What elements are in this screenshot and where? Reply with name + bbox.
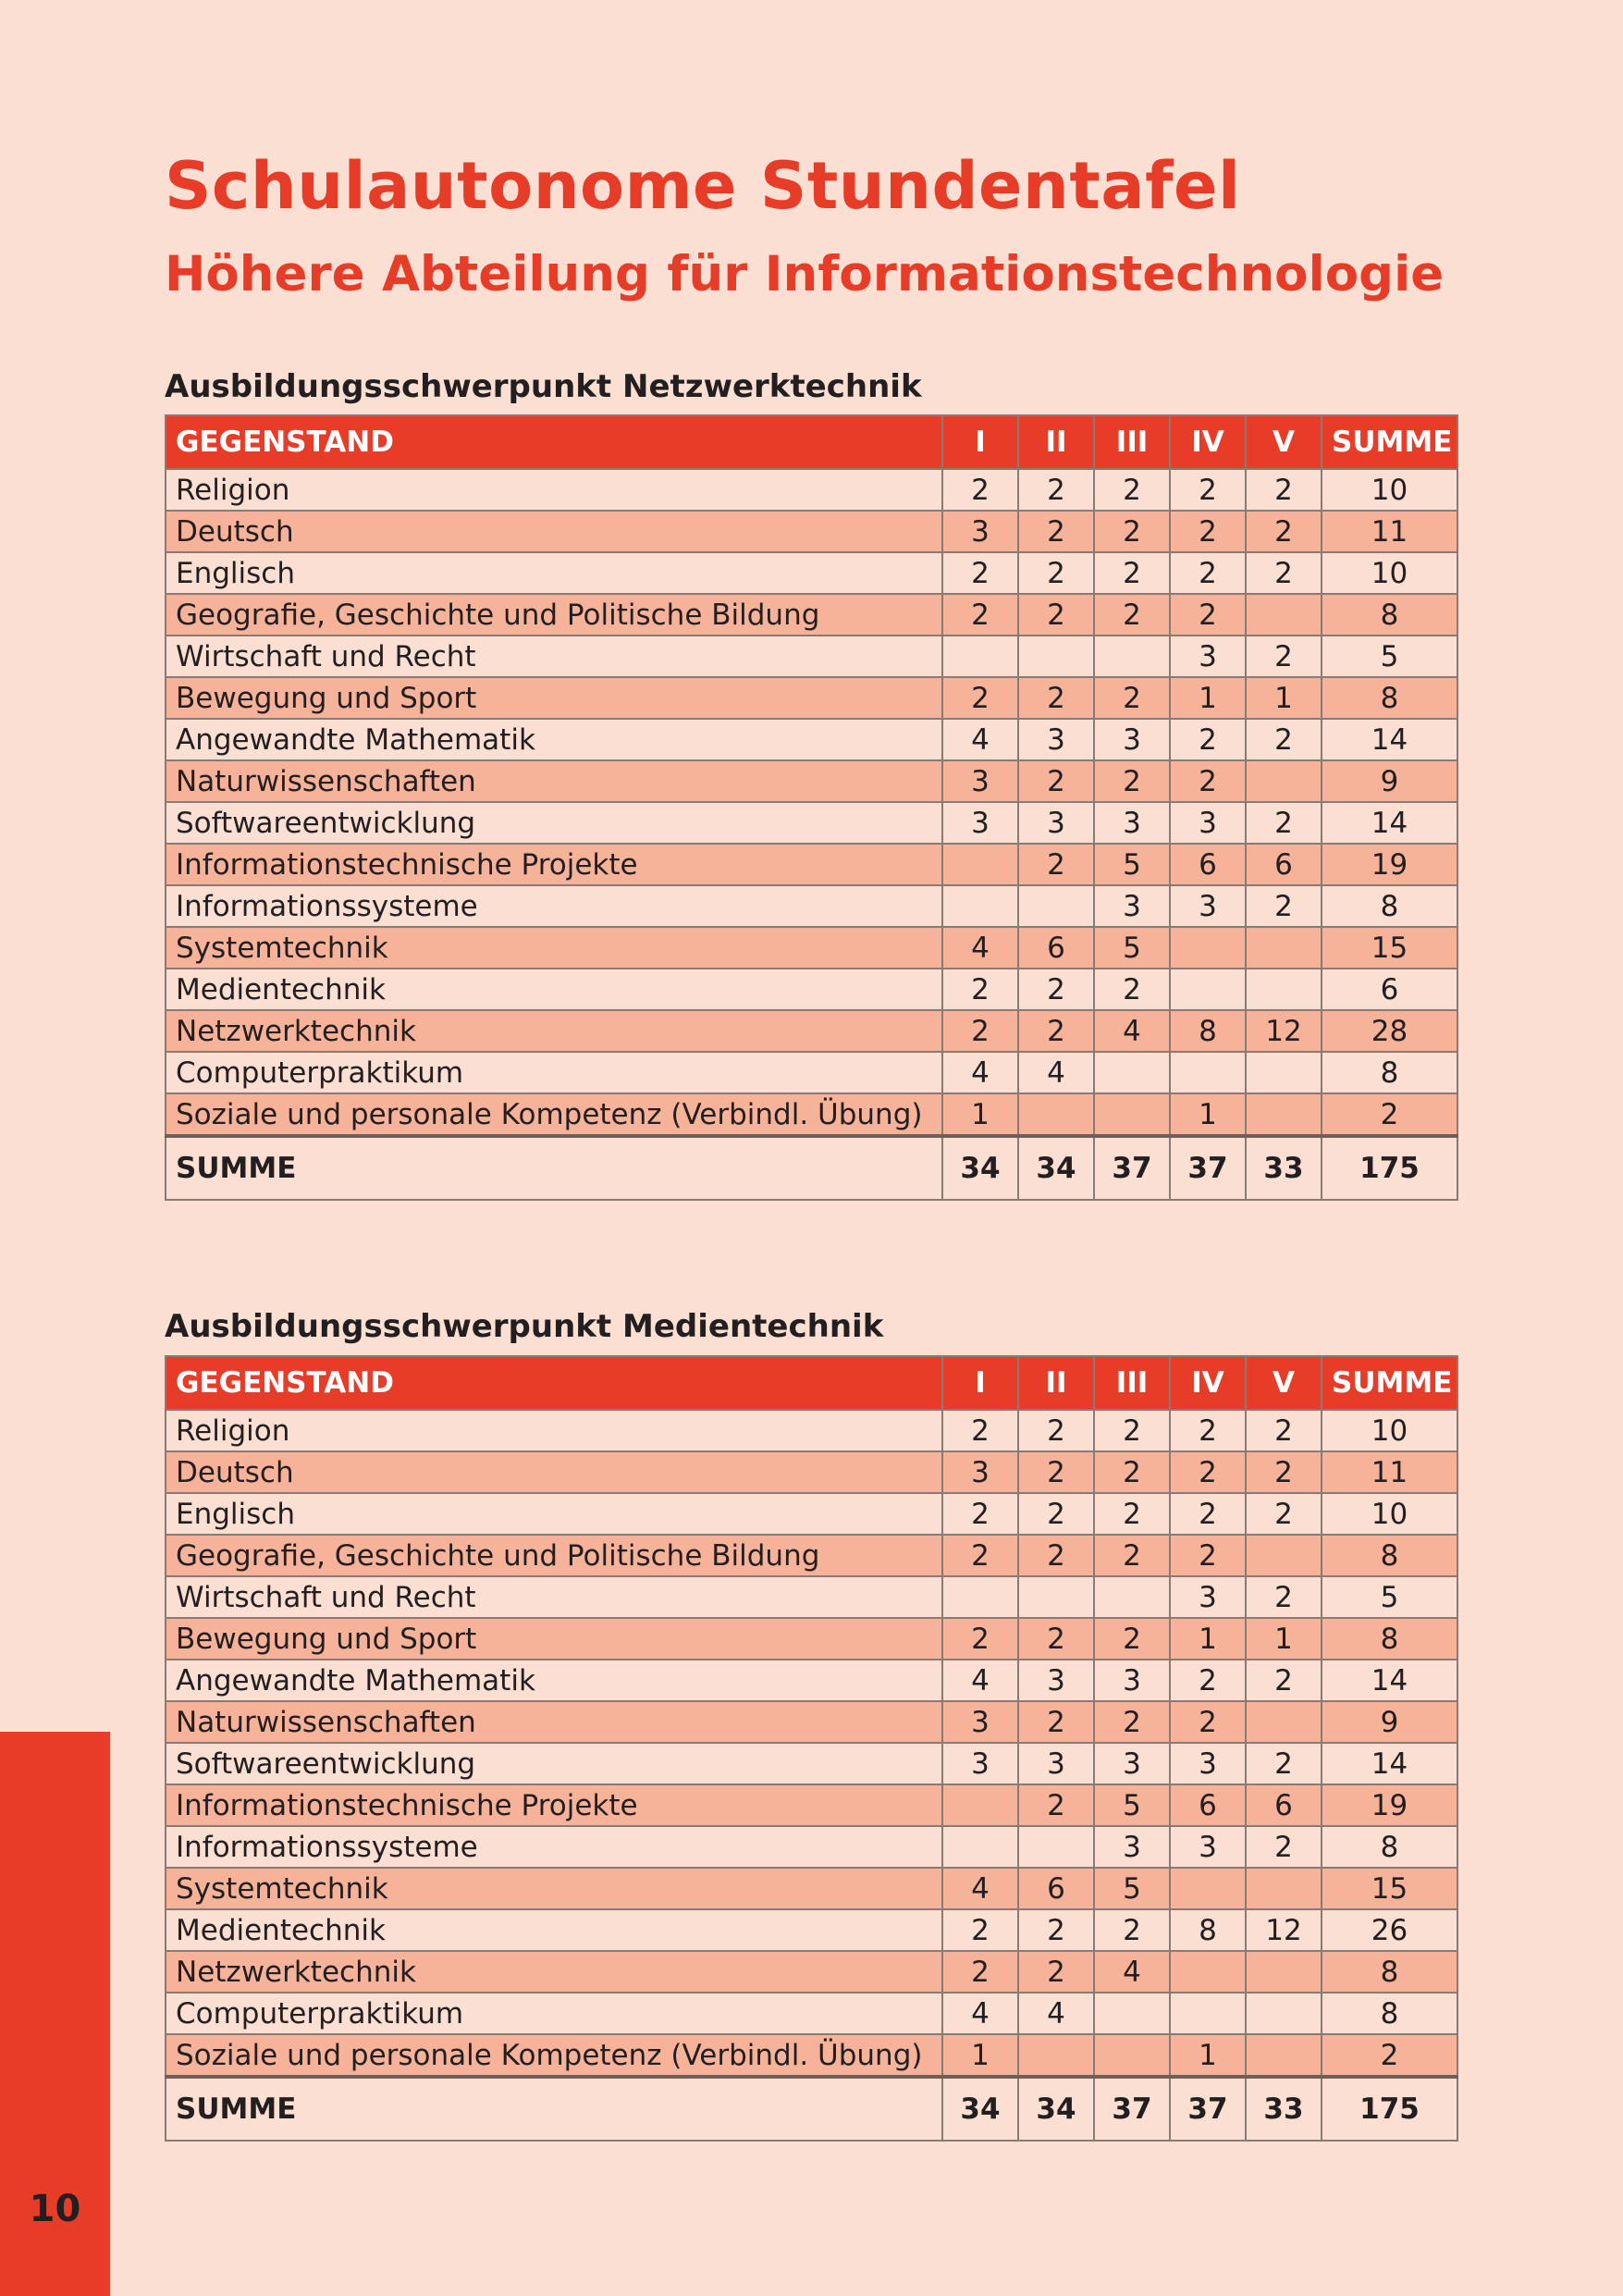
- sum-cell: 8: [1322, 677, 1457, 719]
- hours-cell: 3: [942, 1701, 1018, 1743]
- sum-cell: 14: [1322, 802, 1457, 844]
- hours-cell: [1094, 1576, 1170, 1618]
- hours-cell: 2: [1246, 636, 1322, 677]
- hours-cell: 2: [1094, 469, 1170, 511]
- sum-cell: 10: [1322, 469, 1457, 511]
- subject-cell: Naturwissenschaften: [166, 1701, 942, 1743]
- table-row: [166, 1618, 1457, 1660]
- table-row: [166, 511, 1457, 552]
- sum-cell: 9: [1322, 760, 1457, 802]
- total-cell: 37: [1094, 1136, 1170, 1200]
- table-row: [166, 1410, 1457, 1451]
- total-cell: 37: [1170, 1136, 1246, 1200]
- column-header: SUMME: [1322, 1356, 1457, 1410]
- sum-cell: 11: [1322, 1451, 1457, 1493]
- hours-cell: 2: [942, 1909, 1018, 1951]
- hours-cell: [1246, 760, 1322, 802]
- hours-cell: 2: [1094, 1451, 1170, 1493]
- hours-cell: 3: [1018, 802, 1094, 844]
- total-row: [166, 1136, 1457, 1200]
- hours-cell: 2: [1246, 1660, 1322, 1701]
- hours-cell: [942, 1784, 1018, 1826]
- hours-cell: 3: [942, 802, 1018, 844]
- table-row: [166, 1743, 1457, 1784]
- table-row: [166, 1701, 1457, 1743]
- hours-cell: 2: [1094, 969, 1170, 1010]
- hours-cell: 2: [942, 1535, 1018, 1576]
- hours-cell: 2: [1246, 885, 1322, 927]
- subject-cell: Geografie, Geschichte und Politische Bildung: [166, 1535, 942, 1576]
- hours-cell: 2: [1094, 552, 1170, 594]
- hours-cell: 2: [1018, 1451, 1094, 1493]
- hours-cell: 2: [1018, 1010, 1094, 1052]
- header-row: [166, 415, 1457, 469]
- hours-cell: [1094, 2034, 1170, 2077]
- sum-cell: 2: [1322, 2034, 1457, 2077]
- hours-cell: [1246, 969, 1322, 1010]
- column-header: IV: [1170, 1356, 1246, 1410]
- hours-cell: 2: [1018, 1618, 1094, 1660]
- sum-cell: 8: [1322, 1618, 1457, 1660]
- hours-cell: 1: [942, 2034, 1018, 2077]
- hours-cell: [1018, 1826, 1094, 1868]
- table-row: [166, 844, 1457, 885]
- hours-cell: 6: [1170, 844, 1246, 885]
- hours-cell: 8: [1170, 1909, 1246, 1951]
- subject-cell: Religion: [166, 469, 942, 511]
- table-row: [166, 2034, 1457, 2077]
- hours-cell: [1018, 885, 1094, 927]
- hours-cell: 2: [1170, 719, 1246, 760]
- subject-cell: Netzwerktechnik: [166, 1951, 942, 1993]
- table-row: [166, 760, 1457, 802]
- hours-cell: [1094, 1093, 1170, 1136]
- table-row: [166, 1660, 1457, 1701]
- hours-cell: 2: [1018, 511, 1094, 552]
- hours-cell: 2: [1170, 1410, 1246, 1451]
- hours-cell: 12: [1246, 1909, 1322, 1951]
- hours-cell: [942, 636, 1018, 677]
- subject-cell: Softwareentwicklung: [166, 1743, 942, 1784]
- hours-cell: 3: [1170, 1826, 1246, 1868]
- sum-cell: 8: [1322, 1993, 1457, 2034]
- page-title: Schulautonome Stundentafel: [165, 148, 1241, 224]
- table-row: [166, 927, 1457, 969]
- subject-cell: Computerpraktikum: [166, 1993, 942, 2034]
- hours-cell: 2: [1246, 511, 1322, 552]
- sum-cell: 10: [1322, 552, 1457, 594]
- column-header: V: [1246, 415, 1322, 469]
- subject-cell: Soziale und personale Kompetenz (Verbindl. Übung): [166, 2034, 942, 2077]
- subject-cell: Netzwerktechnik: [166, 1010, 942, 1052]
- sum-cell: 5: [1322, 636, 1457, 677]
- sum-cell: 5: [1322, 1576, 1457, 1618]
- sum-cell: 14: [1322, 1743, 1457, 1784]
- subject-cell: Soziale und personale Kompetenz (Verbindl. Übung): [166, 1093, 942, 1136]
- hours-cell: [1246, 927, 1322, 969]
- hours-cell: [1170, 927, 1246, 969]
- hours-cell: 4: [942, 927, 1018, 969]
- hours-cell: 1: [1170, 2034, 1246, 2077]
- subject-cell: Naturwissenschaften: [166, 760, 942, 802]
- hours-cell: 2: [1094, 760, 1170, 802]
- hours-cell: 5: [1094, 1784, 1170, 1826]
- hours-cell: 3: [942, 1743, 1018, 1784]
- table-row: [166, 1535, 1457, 1576]
- sum-cell: 28: [1322, 1010, 1457, 1052]
- section-heading-medientechnik: Ausbildungsschwerpunkt Medientechnik: [165, 1308, 884, 1345]
- hours-cell: [1018, 636, 1094, 677]
- table-row: [166, 1451, 1457, 1493]
- hours-cell: 2: [942, 1493, 1018, 1535]
- sum-cell: 15: [1322, 1868, 1457, 1909]
- hours-cell: 2: [1018, 552, 1094, 594]
- table-row: [166, 1993, 1457, 2034]
- hours-cell: 2: [1170, 760, 1246, 802]
- hours-cell: 2: [1094, 1701, 1170, 1743]
- total-cell: 34: [1018, 2077, 1094, 2141]
- page-number: 10: [29, 2188, 81, 2230]
- subject-cell: Wirtschaft und Recht: [166, 1576, 942, 1618]
- hours-cell: 3: [1170, 802, 1246, 844]
- table-row: [166, 1576, 1457, 1618]
- hours-cell: 2: [1246, 802, 1322, 844]
- hours-cell: 2: [1094, 1618, 1170, 1660]
- column-header: I: [942, 415, 1018, 469]
- hours-cell: [1170, 969, 1246, 1010]
- page-subtitle: Höhere Abteilung für Informationstechnologie: [165, 246, 1445, 302]
- table-row: [166, 1868, 1457, 1909]
- hours-cell: 3: [1170, 636, 1246, 677]
- timetable-netzwerktechnik: [165, 414, 1458, 1201]
- table-row: [166, 802, 1457, 844]
- hours-cell: 2: [942, 677, 1018, 719]
- hours-cell: 2: [1018, 677, 1094, 719]
- hours-cell: 6: [1018, 1868, 1094, 1909]
- hours-cell: 5: [1094, 927, 1170, 969]
- total-cell: 33: [1246, 1136, 1322, 1200]
- subject-cell: Angewandte Mathematik: [166, 1660, 942, 1701]
- column-header: III: [1094, 415, 1170, 469]
- column-header: SUMME: [1322, 415, 1457, 469]
- hours-cell: 2: [1170, 511, 1246, 552]
- hours-cell: 2: [1094, 1535, 1170, 1576]
- hours-cell: [1246, 1868, 1322, 1909]
- hours-cell: 2: [1170, 1493, 1246, 1535]
- hours-cell: 3: [942, 1451, 1018, 1493]
- hours-cell: 4: [942, 1052, 1018, 1093]
- hours-cell: 2: [1094, 511, 1170, 552]
- hours-cell: 3: [1094, 802, 1170, 844]
- subject-cell: Bewegung und Sport: [166, 677, 942, 719]
- timetable-medientechnik: [165, 1355, 1458, 2142]
- total-cell: 175: [1322, 2077, 1457, 2141]
- table-row: [166, 1826, 1457, 1868]
- hours-cell: 4: [942, 1993, 1018, 2034]
- subject-cell: Systemtechnik: [166, 1868, 942, 1909]
- table-row: [166, 1909, 1457, 1951]
- hours-cell: 3: [942, 511, 1018, 552]
- hours-cell: 2: [1246, 1826, 1322, 1868]
- table-row: [166, 636, 1457, 677]
- hours-cell: 3: [1018, 1660, 1094, 1701]
- column-header: V: [1246, 1356, 1322, 1410]
- hours-cell: [1170, 1868, 1246, 1909]
- hours-cell: 2: [1094, 1410, 1170, 1451]
- subject-cell: Englisch: [166, 552, 942, 594]
- hours-cell: 6: [1246, 844, 1322, 885]
- hours-cell: 2: [1246, 1410, 1322, 1451]
- sum-cell: 9: [1322, 1701, 1457, 1743]
- table-row: [166, 677, 1457, 719]
- subject-cell: Deutsch: [166, 511, 942, 552]
- hours-cell: 2: [1246, 1493, 1322, 1535]
- sum-cell: 8: [1322, 1826, 1457, 1868]
- hours-cell: [1246, 1052, 1322, 1093]
- sum-cell: 15: [1322, 927, 1457, 969]
- total-cell: 33: [1246, 2077, 1322, 2141]
- sum-cell: 8: [1322, 594, 1457, 636]
- hours-cell: 2: [1018, 844, 1094, 885]
- subject-cell: Medientechnik: [166, 1909, 942, 1951]
- hours-cell: [942, 1576, 1018, 1618]
- table-row: [166, 1093, 1457, 1136]
- hours-cell: 2: [1170, 469, 1246, 511]
- hours-cell: [942, 885, 1018, 927]
- column-header: II: [1018, 1356, 1094, 1410]
- hours-cell: 3: [1170, 1576, 1246, 1618]
- hours-cell: 3: [1170, 1743, 1246, 1784]
- hours-cell: 2: [1018, 594, 1094, 636]
- hours-cell: 4: [1094, 1010, 1170, 1052]
- hours-cell: [1246, 1993, 1322, 2034]
- subject-cell: Englisch: [166, 1493, 942, 1535]
- subject-cell: Informationstechnische Projekte: [166, 844, 942, 885]
- subject-cell: Geografie, Geschichte und Politische Bildung: [166, 594, 942, 636]
- hours-cell: 3: [1170, 885, 1246, 927]
- subject-cell: Informationssysteme: [166, 1826, 942, 1868]
- column-header: GEGENSTAND: [166, 1356, 942, 1410]
- hours-cell: 4: [942, 1868, 1018, 1909]
- hours-cell: [942, 1826, 1018, 1868]
- table-row: [166, 1052, 1457, 1093]
- hours-cell: 6: [1018, 927, 1094, 969]
- hours-cell: 4: [942, 1660, 1018, 1701]
- hours-cell: 2: [1094, 594, 1170, 636]
- hours-cell: 2: [1018, 469, 1094, 511]
- hours-cell: 3: [1094, 1826, 1170, 1868]
- hours-cell: 2: [1170, 1535, 1246, 1576]
- sum-cell: 8: [1322, 1535, 1457, 1576]
- sum-cell: 8: [1322, 1052, 1457, 1093]
- section-heading-netzwerktechnik: Ausbildungsschwerpunkt Netzwerktechnik: [165, 368, 922, 405]
- hours-cell: [1018, 1093, 1094, 1136]
- hours-cell: 3: [1094, 1660, 1170, 1701]
- hours-cell: 2: [1018, 1909, 1094, 1951]
- hours-cell: [1018, 1576, 1094, 1618]
- total-cell: 34: [942, 1136, 1018, 1200]
- hours-cell: 2: [1170, 1451, 1246, 1493]
- total-cell: 34: [942, 2077, 1018, 2141]
- hours-cell: [1094, 1052, 1170, 1093]
- hours-cell: [1246, 1535, 1322, 1576]
- hours-cell: 2: [1170, 552, 1246, 594]
- hours-cell: 2: [942, 1010, 1018, 1052]
- sum-cell: 8: [1322, 885, 1457, 927]
- hours-cell: 1: [1246, 1618, 1322, 1660]
- sum-cell: 6: [1322, 969, 1457, 1010]
- hours-cell: [1170, 1052, 1246, 1093]
- hours-cell: [1094, 1993, 1170, 2034]
- hours-cell: 2: [1094, 677, 1170, 719]
- column-header: III: [1094, 1356, 1170, 1410]
- hours-cell: [1018, 2034, 1094, 2077]
- column-header: IV: [1170, 415, 1246, 469]
- sum-cell: 14: [1322, 719, 1457, 760]
- total-cell: 175: [1322, 1136, 1457, 1200]
- table-row: [166, 969, 1457, 1010]
- hours-cell: 2: [1018, 1493, 1094, 1535]
- hours-cell: 2: [1170, 1660, 1246, 1701]
- sum-cell: 8: [1322, 1951, 1457, 1993]
- table-row: [166, 1951, 1457, 1993]
- subject-cell: Informationstechnische Projekte: [166, 1784, 942, 1826]
- hours-cell: 2: [1018, 760, 1094, 802]
- hours-cell: 2: [942, 594, 1018, 636]
- subject-cell: Wirtschaft und Recht: [166, 636, 942, 677]
- hours-cell: 2: [1094, 1493, 1170, 1535]
- sum-cell: 14: [1322, 1660, 1457, 1701]
- hours-cell: 2: [1246, 469, 1322, 511]
- subject-cell: Computerpraktikum: [166, 1052, 942, 1093]
- hours-cell: 2: [942, 1410, 1018, 1451]
- hours-cell: 1: [1170, 1093, 1246, 1136]
- total-cell: 37: [1094, 2077, 1170, 2141]
- subject-cell: Softwareentwicklung: [166, 802, 942, 844]
- sum-cell: 26: [1322, 1909, 1457, 1951]
- table-row: [166, 594, 1457, 636]
- hours-cell: 1: [1170, 677, 1246, 719]
- hours-cell: 2: [1246, 1743, 1322, 1784]
- hours-cell: [1246, 2034, 1322, 2077]
- total-label: SUMME: [166, 1136, 942, 1200]
- sum-cell: 11: [1322, 511, 1457, 552]
- table-row: [166, 469, 1457, 511]
- hours-cell: 3: [1094, 1743, 1170, 1784]
- subject-cell: Informationssysteme: [166, 885, 942, 927]
- hours-cell: 4: [1094, 1951, 1170, 1993]
- hours-cell: 2: [1018, 1535, 1094, 1576]
- hours-cell: 3: [1018, 1743, 1094, 1784]
- total-cell: 37: [1170, 2077, 1246, 2141]
- hours-cell: 2: [1018, 1951, 1094, 1993]
- hours-cell: 1: [942, 1093, 1018, 1136]
- column-header: GEGENSTAND: [166, 415, 942, 469]
- hours-cell: [1246, 1701, 1322, 1743]
- hours-cell: 2: [1246, 719, 1322, 760]
- hours-cell: 3: [1094, 719, 1170, 760]
- hours-cell: 2: [1018, 1701, 1094, 1743]
- hours-cell: 2: [1170, 594, 1246, 636]
- hours-cell: 2: [942, 1951, 1018, 1993]
- table-row: [166, 1010, 1457, 1052]
- hours-cell: 3: [1094, 885, 1170, 927]
- hours-cell: 5: [1094, 1868, 1170, 1909]
- total-cell: 34: [1018, 1136, 1094, 1200]
- column-header: II: [1018, 415, 1094, 469]
- hours-cell: [1170, 1993, 1246, 2034]
- hours-cell: 4: [942, 719, 1018, 760]
- table-row: [166, 1784, 1457, 1826]
- hours-cell: 2: [1246, 552, 1322, 594]
- hours-cell: 2: [1018, 969, 1094, 1010]
- total-label: SUMME: [166, 2077, 942, 2141]
- hours-cell: 8: [1170, 1010, 1246, 1052]
- subject-cell: Deutsch: [166, 1451, 942, 1493]
- total-row: [166, 2077, 1457, 2141]
- hours-cell: 6: [1246, 1784, 1322, 1826]
- subject-cell: Bewegung und Sport: [166, 1618, 942, 1660]
- hours-cell: 2: [942, 969, 1018, 1010]
- hours-cell: [1170, 1951, 1246, 1993]
- table-row: [166, 885, 1457, 927]
- hours-cell: 2: [942, 469, 1018, 511]
- hours-cell: [942, 844, 1018, 885]
- hours-cell: 2: [942, 552, 1018, 594]
- sum-cell: 2: [1322, 1093, 1457, 1136]
- hours-cell: 3: [1018, 719, 1094, 760]
- hours-cell: 2: [942, 1618, 1018, 1660]
- hours-cell: 2: [1246, 1451, 1322, 1493]
- table-row: [166, 1493, 1457, 1535]
- table-row: [166, 719, 1457, 760]
- subject-cell: Systemtechnik: [166, 927, 942, 969]
- hours-cell: [1094, 636, 1170, 677]
- table-row: [166, 552, 1457, 594]
- column-header: I: [942, 1356, 1018, 1410]
- hours-cell: 3: [942, 760, 1018, 802]
- hours-cell: 2: [1018, 1784, 1094, 1826]
- subject-cell: Religion: [166, 1410, 942, 1451]
- hours-cell: 5: [1094, 844, 1170, 885]
- hours-cell: 2: [1094, 1909, 1170, 1951]
- header-row: [166, 1356, 1457, 1410]
- hours-cell: 6: [1170, 1784, 1246, 1826]
- hours-cell: 2: [1018, 1410, 1094, 1451]
- hours-cell: 4: [1018, 1052, 1094, 1093]
- hours-cell: [1246, 1951, 1322, 1993]
- subject-cell: Angewandte Mathematik: [166, 719, 942, 760]
- sum-cell: 10: [1322, 1493, 1457, 1535]
- hours-cell: 2: [1170, 1701, 1246, 1743]
- hours-cell: 1: [1246, 677, 1322, 719]
- hours-cell: 4: [1018, 1993, 1094, 2034]
- hours-cell: [1246, 594, 1322, 636]
- hours-cell: 2: [1246, 1576, 1322, 1618]
- sum-cell: 19: [1322, 844, 1457, 885]
- subject-cell: Medientechnik: [166, 969, 942, 1010]
- sum-cell: 10: [1322, 1410, 1457, 1451]
- hours-cell: [1246, 1093, 1322, 1136]
- sum-cell: 19: [1322, 1784, 1457, 1826]
- hours-cell: 1: [1170, 1618, 1246, 1660]
- hours-cell: 12: [1246, 1010, 1322, 1052]
